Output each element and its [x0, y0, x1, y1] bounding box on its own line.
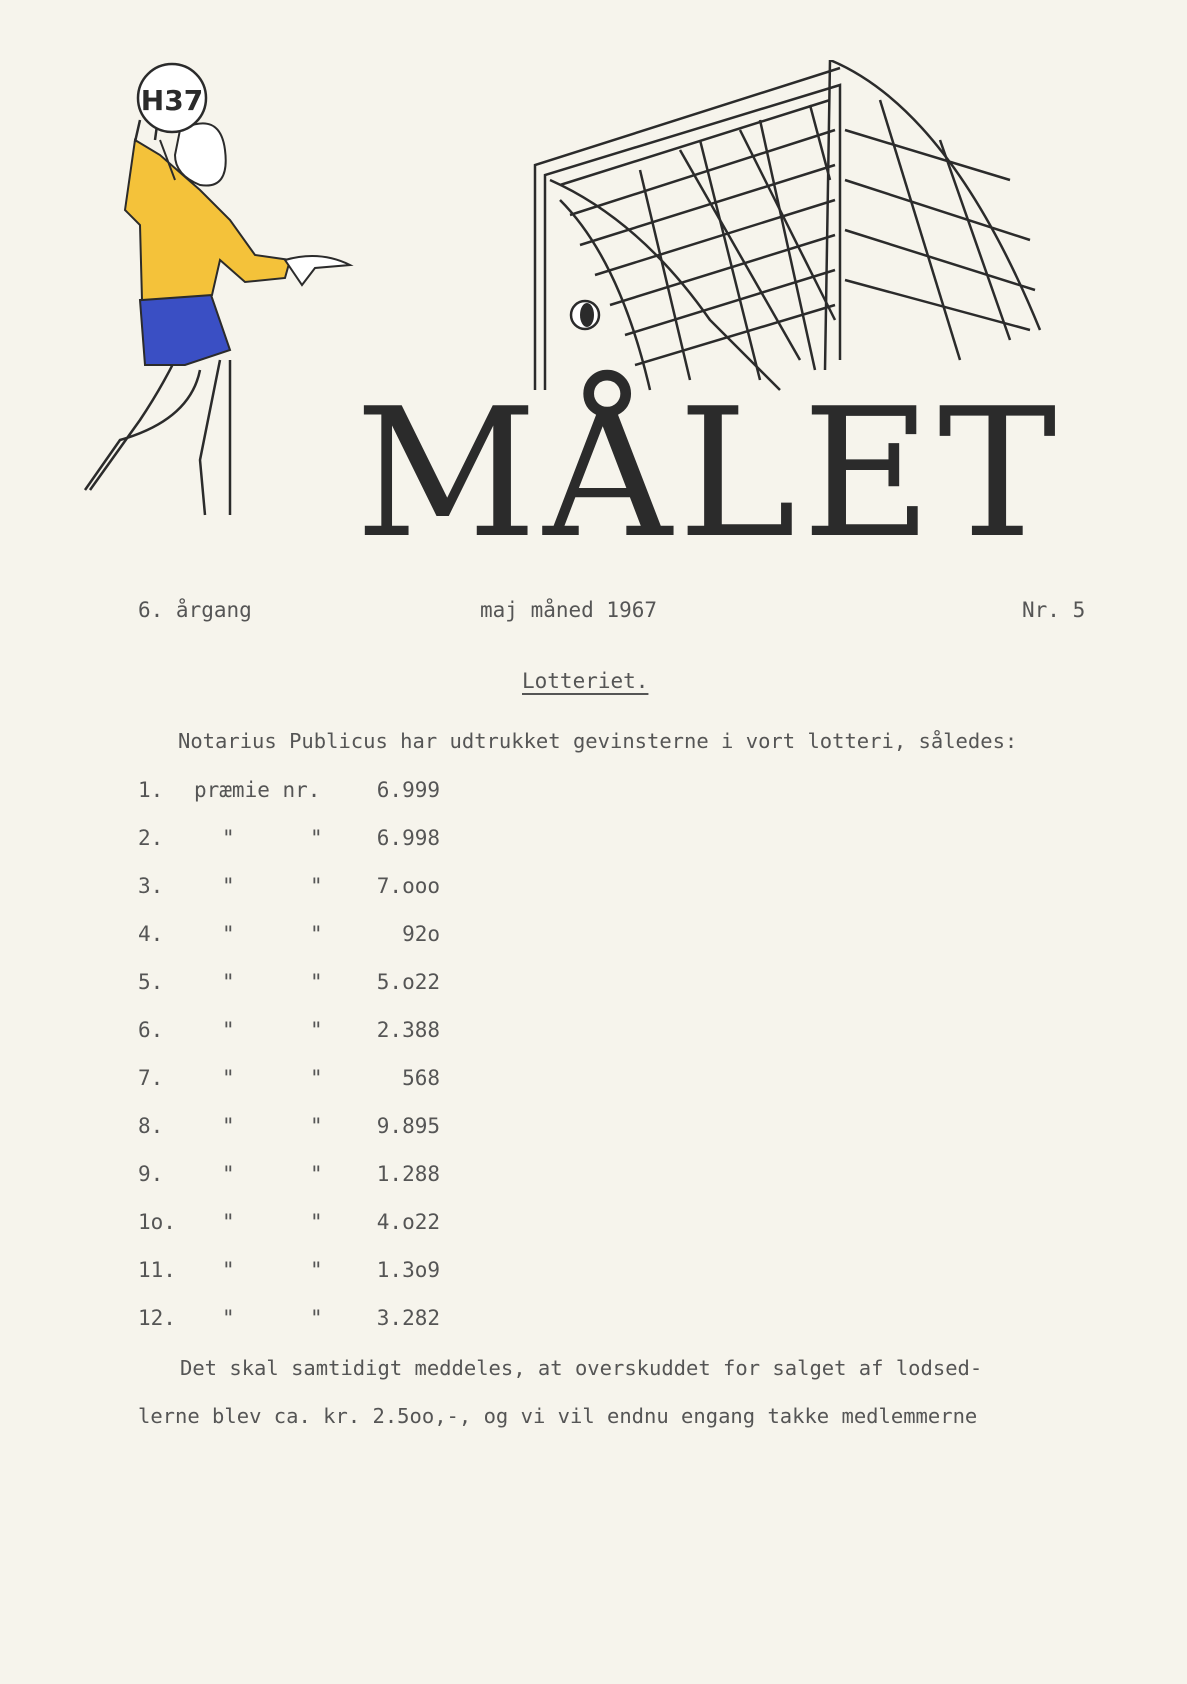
prize-rank: 1o. [138, 1210, 176, 1234]
article-body-line-1: Det skal samtidigt meddeles, at overskuddet for salget af lodsed- [180, 1356, 983, 1380]
ditto-mark: " [222, 1210, 235, 1234]
prize-rank: 11. [138, 1258, 176, 1282]
prize-rank: 12. [138, 1306, 176, 1330]
prize-rank: 1. [138, 778, 164, 802]
ditto-mark: " [222, 1306, 235, 1330]
prize-rank: 9. [138, 1162, 164, 1186]
prize-number: 568 [402, 1066, 440, 1090]
ball-label: H37 [140, 84, 204, 117]
ditto-mark: " [222, 874, 235, 898]
prize-number: 3.282 [376, 1306, 440, 1330]
ditto-mark: " [222, 1066, 235, 1090]
ditto-mark: " [222, 970, 235, 994]
volume-label: 6. årgang [138, 598, 252, 622]
ditto-mark: " [310, 874, 323, 898]
ditto-mark: " [310, 1306, 323, 1330]
ditto-mark: " [310, 970, 323, 994]
prize-number: 9.895 [376, 1114, 440, 1138]
ditto-mark: " [310, 826, 323, 850]
ditto-mark: " [222, 922, 235, 946]
prize-rank: 7. [138, 1066, 164, 1090]
ditto-mark: " [222, 826, 235, 850]
ditto-mark: " [222, 1258, 235, 1282]
prize-number: 6.998 [376, 826, 440, 850]
prize-rank: 5. [138, 970, 164, 994]
prize-label: præmie nr. [194, 778, 321, 802]
article-body-line-2: lerne blev ca. kr. 2.5oo,-, og vi vil endnu engang takke medlemmerne [138, 1404, 978, 1428]
issue-number: Nr. 5 [1022, 598, 1086, 622]
prize-number: 4.o22 [376, 1210, 440, 1234]
article-heading: Lotteriet. [522, 669, 649, 693]
prize-number: 7.ooo [376, 874, 440, 898]
prize-rank: 8. [138, 1114, 164, 1138]
ditto-mark: " [310, 1018, 323, 1042]
prize-rank: 6. [138, 1018, 164, 1042]
football-icon [571, 301, 599, 329]
ditto-mark: " [310, 1258, 323, 1282]
ditto-mark: " [310, 1210, 323, 1234]
handball-ball-icon [138, 64, 206, 132]
prize-rank: 3. [138, 874, 164, 898]
issue-date: maj måned 1967 [480, 598, 658, 622]
prize-rank: 2. [138, 826, 164, 850]
newsletter-title: MÅLET [355, 370, 1063, 577]
ditto-mark: " [310, 1066, 323, 1090]
ditto-mark: " [222, 1114, 235, 1138]
prize-number: 92o [402, 922, 440, 946]
ditto-mark: " [222, 1162, 235, 1186]
ditto-mark: " [310, 1162, 323, 1186]
prize-rank: 4. [138, 922, 164, 946]
prize-number: 2.388 [376, 1018, 440, 1042]
article-intro: Notarius Publicus har udtrukket gevinsterne i vort lotteri, således: [178, 729, 1018, 753]
prize-number: 6.999 [376, 778, 440, 802]
handball-player-illustration [85, 118, 350, 515]
prize-number: 1.3o9 [376, 1258, 440, 1282]
prize-number: 5.o22 [376, 970, 440, 994]
ditto-mark: " [310, 1114, 323, 1138]
ditto-mark: " [222, 1018, 235, 1042]
prize-number: 1.288 [376, 1162, 440, 1186]
goal-net-illustration [535, 60, 1040, 390]
ditto-mark: " [310, 922, 323, 946]
